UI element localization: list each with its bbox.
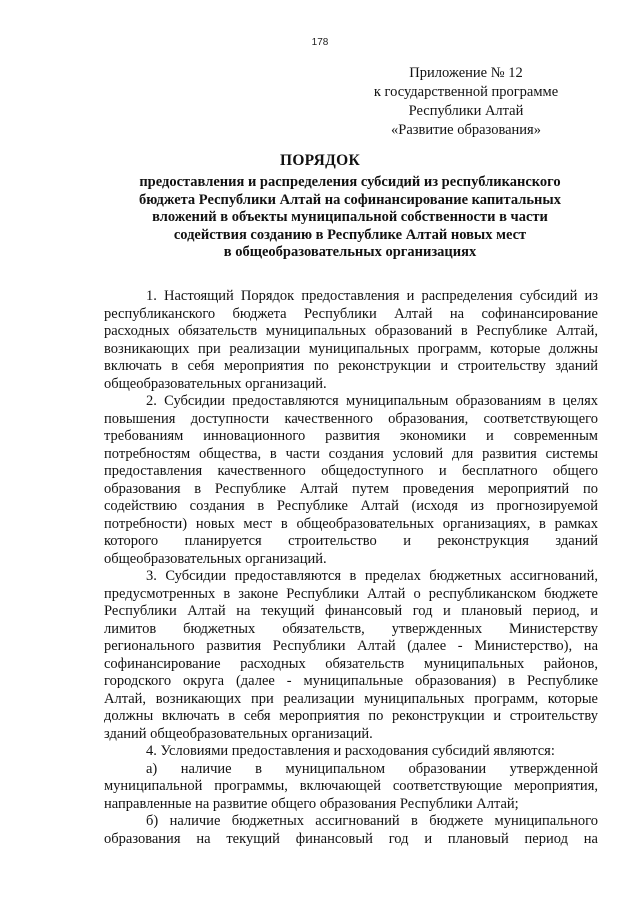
text-line: которого планируется строительство и реконструкция зданий [104,533,598,549]
appendix-line: Приложение № 12 [409,65,523,81]
text-line: 1. Настоящий Порядок предоставления и распределения субсидий из [146,288,598,304]
text-line: направленные на развитие общего образования Республики Алтай; [104,795,519,812]
text-line: предоставления качественного общедоступного и бесплатного общего [104,463,598,479]
appendix-block [336,64,596,140]
body-text [104,288,598,848]
text-line: потребностям общества, в части создания условий для развития системы [104,445,598,462]
text-line: 2. Субсидии предоставляются муниципальным образованиям в целях [146,393,598,409]
text-line: 4. Условиями предоставления и расходования субсидий являются: [146,743,555,759]
text-line: 3. Субсидии предоставляются в пределах бюджетных ассигнований, [146,568,598,584]
appendix-line: «Развитие образования» [391,122,541,138]
text-line: расходных обязательств муниципальных образований в Республике Алтай, [104,323,598,339]
subtitle-line: предоставления и распределения субсидий из республиканского [139,174,561,190]
text-line: муниципальной программы, включающей соответствующие мероприятия, [104,778,598,794]
text-line: возникающих при реализации муниципальных программ, которые должны [104,340,598,357]
text-line: содействию создания в Республике Алтай (исходя из прогнозируемой [104,498,598,514]
text-line: повышения доступности качественного образования, соответствующего [104,410,598,427]
text-line: предусмотренных в законе Республики Алтай о республиканском бюджете [104,585,598,602]
text-line: общеобразовательных организаций. [104,550,327,567]
text-line: потребности) новых мест в общеобразовательных организациях, в рамках [104,515,598,532]
subtitle-line: в общеобразовательных организациях [223,244,477,260]
text-line: включать в себя мероприятия по реконструкции и строительству зданий [104,358,598,374]
text-line: образования в Республике Алтай путем проведения мероприятий по [104,480,598,497]
document-subtitle [95,174,605,262]
text-line: софинансирование расходных обязательств муниципальных районов, [104,655,598,672]
appendix-line: к государственной программе [373,84,559,100]
text-line: лимитов бюджетных обязательств, утвержденных Министерству [104,620,598,637]
text-line: б) наличие бюджетных ассигнований в бюджете муниципального [146,813,598,829]
text-line: должны включать в себя мероприятия по реконструкции и строительству [104,708,598,724]
document-title: ПОРЯДОК [279,152,361,169]
appendix-line: Республики Алтай [408,103,524,119]
text-line: Алтай, возникающих при реализации муниципальных программ, которые [104,690,598,707]
text-line: зданий общеобразовательных организаций. [104,725,373,742]
subtitle-line: вложений в объекты муниципальной собственности в части [152,209,548,225]
subtitle-line: бюджета Республики Алтай на софинансирование капитальных [139,191,561,208]
text-line: республиканского бюджета Республики Алтай на софинансирование [104,305,598,322]
text-line: а) наличие в муниципальном образовании утвержденной [146,760,598,777]
text-line: образования на текущий финансовый год и плановый период на [104,830,598,847]
text-line: регионального развития Республики Алтай (далее - Министерство), на [104,638,598,654]
text-line: требованиям инновационного развития экономики и современным [104,428,598,444]
text-line: городского округа (далее - муниципальные образования) в Республике [104,673,598,689]
text-line: общеобразовательных организаций. [104,375,327,392]
subtitle-line: содействия созданию в Республике Алтай новых мест [173,226,527,243]
text-line: Республики Алтай на текущий финансовый год и плановый период, и [104,603,598,619]
page-number: 178 [311,37,329,48]
